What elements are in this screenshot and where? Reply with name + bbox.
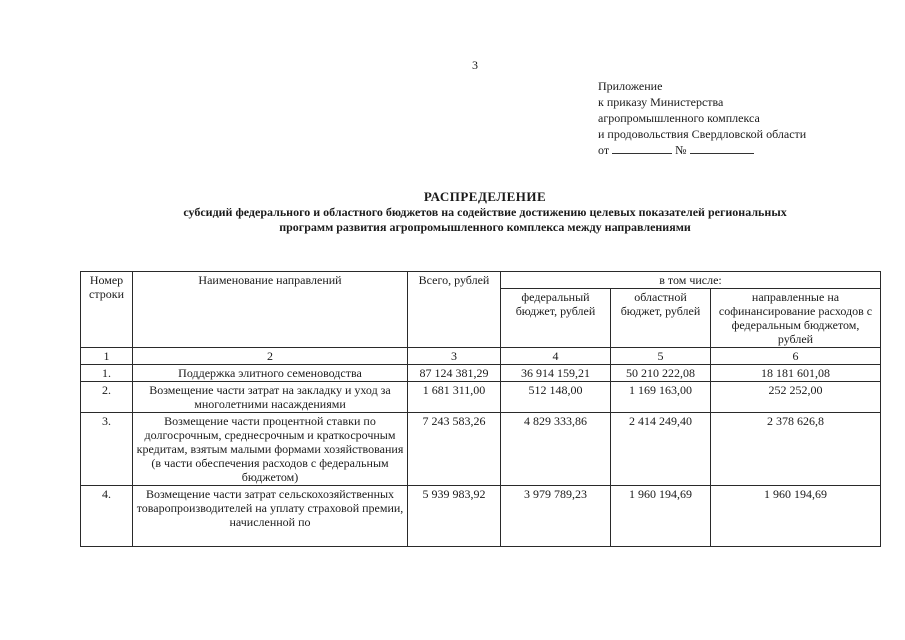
document-subtitle-line: субсидий федерального и областного бюджетов на содействие достижению целевых показателей региональных: [183, 205, 787, 219]
row-regional: 1 960 194,69: [611, 486, 711, 547]
header-total: Всего, рублей: [408, 272, 501, 348]
table-row: [81, 413, 881, 486]
column-number: 2: [133, 348, 408, 365]
column-number: 4: [501, 348, 611, 365]
row-total: 5 939 983,92: [408, 486, 501, 547]
row-direction-name: Возмещение части затрат на закладку и уход за многолетними насаждениями: [133, 382, 408, 413]
column-number-row: [81, 348, 881, 365]
row-direction-name: Возмещение части процентной ставки по долгосрочным, среднесрочным и краткосрочным кредитам, взятым малыми формами хозяйствования (в части обеспечения расходов с федеральным бюджетом): [133, 413, 408, 486]
appendix-line: и продовольствия Свердловской области: [598, 127, 807, 141]
document-subtitle-line: программ развития агропромышленного комплекса между направлениями: [279, 220, 691, 234]
row-federal: 3 979 789,23: [501, 486, 611, 547]
header-direction: Наименование направлений: [133, 272, 408, 348]
row-cofinancing: 18 181 601,08: [711, 365, 881, 382]
date-prefix: от: [598, 143, 610, 157]
header-including: в том числе:: [501, 272, 881, 289]
row-number: 3.: [81, 413, 133, 486]
row-number: 1.: [81, 365, 133, 382]
row-cofinancing: 252 252,00: [711, 382, 881, 413]
column-number: 3: [408, 348, 501, 365]
document-title: РАСПРЕДЕЛЕНИЕ: [423, 189, 547, 204]
column-number: 1: [81, 348, 133, 365]
table-row: [81, 382, 881, 413]
header-row-number: Номер строки: [81, 272, 133, 348]
header-cofinancing: направленные на софинансирование расходов с федеральным бюджетом, рублей: [711, 289, 881, 348]
distribution-table: [80, 271, 881, 547]
page-number: 3: [472, 58, 478, 72]
handwritten-number: [690, 153, 754, 154]
appendix-line: к приказу Министерства: [598, 95, 724, 109]
table-row: [81, 486, 881, 547]
row-cofinancing: 1 960 194,69: [711, 486, 881, 547]
column-number: 6: [711, 348, 881, 365]
row-regional: 1 169 163,00: [611, 382, 711, 413]
appendix-line: агропромышленного комплекса: [598, 111, 760, 125]
column-number: 5: [611, 348, 711, 365]
row-federal: 4 829 333,86: [501, 413, 611, 486]
appendix-line: Приложение: [598, 79, 663, 93]
row-cofinancing: 2 378 626,8: [711, 413, 881, 486]
number-prefix: №: [675, 143, 687, 157]
handwritten-date: [612, 153, 672, 154]
row-total: 1 681 311,00: [408, 382, 501, 413]
row-direction-name: Возмещение части затрат сельскохозяйственных товаропроизводителей на уплату страховой премии, начисленной по: [133, 486, 408, 547]
table-row: [81, 365, 881, 382]
row-regional: 2 414 249,40: [611, 413, 711, 486]
row-direction-name: Поддержка элитного семеноводства: [133, 365, 408, 382]
header-regional: областной бюджет, рублей: [611, 289, 711, 348]
row-number: 4.: [81, 486, 133, 547]
row-federal: 512 148,00: [501, 382, 611, 413]
row-total: 7 243 583,26: [408, 413, 501, 486]
order-date-number: [598, 142, 806, 158]
table-header-row: [81, 272, 881, 289]
row-number: 2.: [81, 382, 133, 413]
row-regional: 50 210 222,08: [611, 365, 711, 382]
appendix-block: [598, 78, 806, 158]
row-total: 87 124 381,29: [408, 365, 501, 382]
header-federal: федеральный бюджет, рублей: [501, 289, 611, 348]
row-federal: 36 914 159,21: [501, 365, 611, 382]
document-heading: [90, 188, 880, 235]
